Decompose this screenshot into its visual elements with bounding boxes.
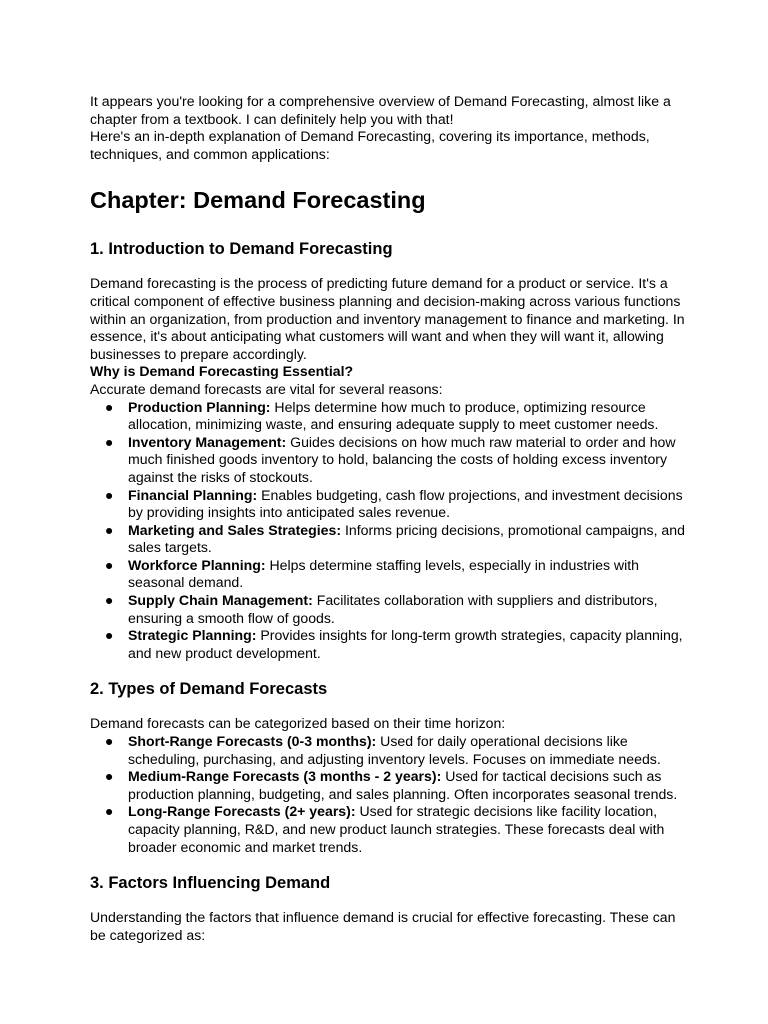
list-item-term: Strategic Planning: [128,627,257,644]
list-item-description: Used for tactical decisions such as production planning, budgeting, and sales planning. Often incorporates seasonal trends. [128,768,678,802]
list-item-term: Production Planning: [128,398,271,415]
bullet-icon: ● [104,592,114,609]
bullet-icon: ● [104,433,114,450]
list-item-term: Marketing and Sales Strategies: [128,521,342,538]
list-item-description: Provides insights for long-term growth strategies, capacity planning, and new product development. [128,627,683,661]
forecast-types-list [90,733,688,856]
list-item-term: Financial Planning: [128,486,258,503]
list-item [90,399,688,434]
list-item [90,434,688,487]
intro-paragraph-1: It appears you're looking for a comprehensive overview of Demand Forecasting, almost like a chapter from a textbook. I can definitely help you with that! [90,93,671,127]
bullet-icon: ● [104,556,114,573]
list-item-description: Used for daily operational decisions like scheduling, purchasing, and adjusting inventory levels. Focuses on immediate needs. [128,733,661,767]
bullet-icon: ● [104,521,114,538]
intro-paragraph-2: Here's an in-depth explanation of Demand Forecasting, covering its importance, methods, techniques, and common applications: [90,128,650,162]
section-factors-paragraph: Understanding the factors that influence demand is crucial for effective forecasting. These can be categorized as: [90,909,676,943]
section-heading-types: 2. Types of Demand Forecasts [90,680,328,699]
why-essential-intro: Accurate demand forecasts are vital for several reasons: [90,380,443,397]
list-item-description: Helps determine how much to produce, optimizing resource allocation, minimizing waste, and ensuring adequate supply to meet customer needs. [128,398,659,433]
list-item-description: Guides decisions on how much raw material to order and how much finished goods inventory to hold, balancing the costs of holding excess inventory against the risks of stockouts. [128,433,676,485]
bullet-icon: ● [104,398,114,415]
bullet-icon: ● [104,627,114,644]
list-item [90,522,688,557]
list-item-term: Supply Chain Management: [128,592,313,609]
list-item [90,557,688,592]
list-item-description: Used for strategic decisions like facility location, capacity planning, R&D, and new product launch strategies. These forecasts deal with broader economic and market trends. [128,803,665,855]
list-item [90,803,688,856]
section-heading-factors: 3. Factors Influencing Demand [90,874,331,893]
section-heading-introduction: 1. Introduction to Demand Forecasting [90,240,393,259]
reasons-list [90,399,688,663]
list-item-term: Inventory Management: [128,433,287,450]
list-item [90,592,688,627]
list-item [90,768,688,803]
list-item-description: Enables budgeting, cash flow projections, and investment decisions by providing insights into anticipated sales revenue. [128,486,683,521]
list-item [90,627,688,662]
list-item-description: Informs pricing decisions, promotional campaigns, and sales targets. [128,521,685,556]
chapter-title: Chapter: Demand Forecasting [90,187,426,214]
section-types-intro: Demand forecasts can be categorized based on their time horizon: [90,715,506,732]
list-item-description: Helps determine staffing levels, especially in industries with seasonal demand. [128,556,639,591]
bullet-icon: ● [104,486,114,503]
section-introduction-paragraph: Demand forecasting is the process of predicting future demand for a product or service. It's a critical component of effective business planning and decision-making across various functions within an organization, from production and inventory management to finance and marketing. In essence, it's about anticipating what customers will want and when they will want it, allowing businesses to prepare accordingly. [90,275,685,362]
list-item-term: Medium-Range Forecasts (3 months - 2 years): [128,768,442,785]
bullet-icon: ● [104,803,114,820]
bullet-icon: ● [104,768,114,785]
bullet-icon: ● [104,733,114,750]
list-item [90,487,688,522]
list-item-term: Long-Range Forecasts (2+ years): [128,803,356,820]
why-essential-heading: Why is Demand Forecasting Essential? [90,363,354,380]
list-item-term: Workforce Planning: [128,556,266,573]
list-item-term: Short-Range Forecasts (0-3 months): [128,733,377,750]
list-item [90,733,688,768]
list-item-description: Facilitates collaboration with suppliers and distributors, ensuring a smooth flow of goods. [128,592,658,626]
